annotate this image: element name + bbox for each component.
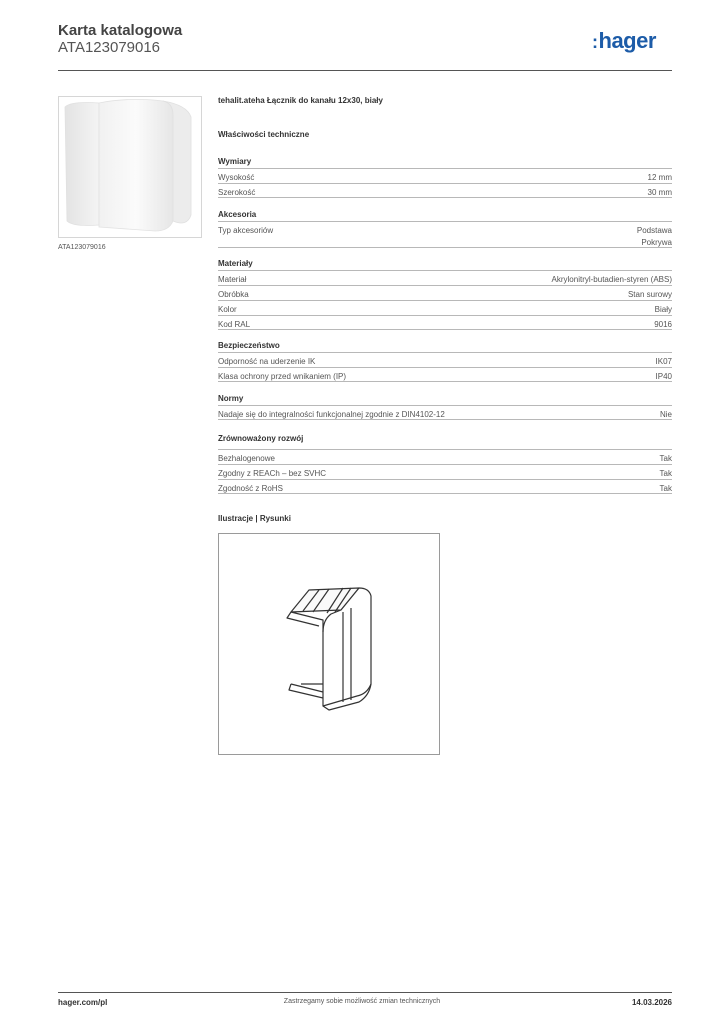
spec-label: Materiał [218, 275, 247, 284]
product-photo [58, 96, 202, 238]
spec-value: Nie [659, 410, 672, 419]
spec-row-reach [218, 464, 672, 479]
spec-value: IK07 [655, 357, 672, 366]
spec-label: Bezhalogenowe [218, 454, 275, 463]
spec-value: 30 mm [647, 188, 672, 197]
technical-drawing-image [219, 534, 439, 754]
logo-text: hager [598, 28, 656, 53]
product-title: tehalit.ateha Łącznik do kanału 12x30, biały [218, 96, 383, 105]
spec-row-din [218, 405, 672, 420]
footer-disclaimer: Zastrzegamy sobie możliwość zmian technicznych [283, 998, 441, 1005]
spec-row-ral [218, 315, 672, 330]
spec-row-halogen-free [218, 449, 672, 464]
product-code: ATA123079016 [58, 39, 161, 56]
spec-row-height [218, 168, 672, 183]
footer-divider [58, 992, 672, 993]
technical-properties-heading: Właściwości techniczne [218, 130, 310, 139]
product-photo-image [59, 97, 201, 237]
section-title-safety: Bezpieczeństwo [218, 341, 280, 350]
spec-value: Podstawa [636, 226, 672, 235]
spec-row-finish [218, 285, 672, 300]
spec-row-color [218, 300, 672, 315]
technical-drawing [218, 533, 440, 755]
spec-row-rohs [218, 479, 672, 494]
section-title-sustainability: Zrównoważony rozwój [218, 434, 304, 443]
section-title-accessories: Akcesoria [218, 210, 257, 219]
spec-value: Pokrywa [641, 238, 672, 247]
spec-value: 12 mm [647, 173, 672, 182]
spec-label: Typ akcesoriów [218, 226, 274, 235]
hager-logo: :hager [592, 28, 656, 53]
spec-value: Tak [659, 484, 672, 493]
spec-row-material [218, 270, 672, 285]
spec-label: Klasa ochrony przed wnikaniem (IP) [218, 372, 347, 381]
spec-label: Odporność na uderzenie IK [218, 357, 316, 366]
spec-row-width [218, 183, 672, 198]
spec-label: Kolor [218, 305, 237, 314]
section-title-dimensions: Wymiary [218, 157, 252, 166]
spec-label: Szerokość [218, 188, 256, 197]
spec-value: Tak [659, 454, 672, 463]
section-title-standards: Normy [218, 394, 244, 403]
spec-label: Nadaje się do integralności funkcjonalnej zgodnie z DIN4102-12 [218, 410, 445, 419]
illustrations-heading: Ilustracje | Rysunki [218, 514, 291, 523]
spec-value: 9016 [654, 320, 672, 329]
spec-label: Zgodny z REACh – bez SVHC [218, 469, 327, 478]
spec-value-group [637, 225, 672, 247]
spec-row-ik [218, 352, 672, 367]
spec-value: IP40 [655, 372, 672, 381]
document-title: Karta katalogowa [58, 22, 183, 39]
spec-label: Obróbka [218, 290, 249, 299]
spec-row-accessory-type [218, 221, 672, 248]
spec-label: Kod RAL [218, 320, 251, 329]
spec-value: Akrylonitryl-butadien-styren (ABS) [551, 275, 672, 284]
spec-row-ip [218, 367, 672, 382]
photo-caption: ATA123079016 [58, 244, 106, 251]
spec-value: Biały [654, 305, 672, 314]
section-title-materials: Materiały [218, 259, 253, 268]
spec-value: Tak [659, 469, 672, 478]
spec-label: Zgodność z RoHS [218, 484, 283, 493]
spec-value: Stan surowy [627, 290, 672, 299]
footer-website[interactable]: hager.com/pl [58, 998, 108, 1007]
spec-label: Wysokość [218, 173, 255, 182]
header-divider [58, 70, 672, 71]
footer-date: 14.03.2026 [631, 998, 672, 1007]
